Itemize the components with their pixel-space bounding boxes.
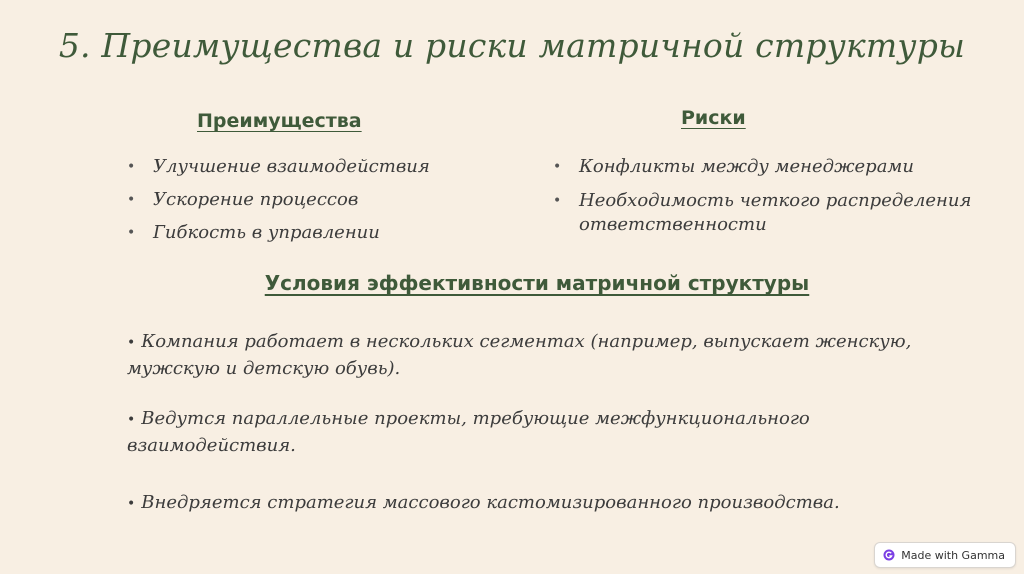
risks-list — [553, 155, 983, 247]
gamma-logo-icon — [883, 549, 895, 561]
condition-text: Ведутся параллельные проекты, требующие межфункционального взаимодействия. — [127, 408, 810, 456]
list-item — [127, 155, 487, 179]
conditions-heading: Условия эффективности матричной структуры — [264, 271, 810, 295]
advantage-text: Улучшение взаимодействия — [153, 156, 430, 177]
risks-heading: Риски — [681, 107, 746, 129]
advantages-heading: Преимущества — [197, 110, 362, 132]
made-with-gamma-badge[interactable] — [874, 542, 1016, 568]
bullet-icon: • — [127, 412, 136, 428]
bullet-icon: • — [127, 192, 136, 208]
bullet-icon: • — [127, 225, 136, 241]
bullet-icon: • — [553, 193, 562, 209]
bullet-icon: • — [127, 496, 136, 512]
condition-text: Компания работает в нескольких сегментах (например, выпускает женскую, мужскую и детскую обувь). — [127, 331, 912, 379]
slide-title: 5. Преимущества и риски матричной структуры — [58, 26, 966, 65]
condition-text: Внедряется стратегия массового кастомизированного производства. — [141, 492, 840, 513]
list-item — [127, 188, 487, 212]
condition-item — [127, 490, 947, 517]
risk-text: Конфликты между менеджерами — [579, 156, 914, 177]
advantage-text: Ускорение процессов — [153, 189, 359, 210]
bullet-icon: • — [127, 335, 136, 351]
condition-item — [127, 329, 947, 382]
risk-text: Необходимость четкого распределения ответственности — [579, 190, 972, 235]
advantages-list — [127, 155, 487, 254]
bullet-icon: • — [127, 159, 136, 175]
condition-item — [127, 406, 947, 459]
bullet-icon: • — [553, 159, 562, 175]
list-item — [553, 189, 983, 237]
advantage-text: Гибкость в управлении — [153, 222, 380, 243]
badge-label: Made with Gamma — [901, 548, 1005, 562]
list-item — [127, 221, 487, 245]
list-item — [553, 155, 983, 179]
